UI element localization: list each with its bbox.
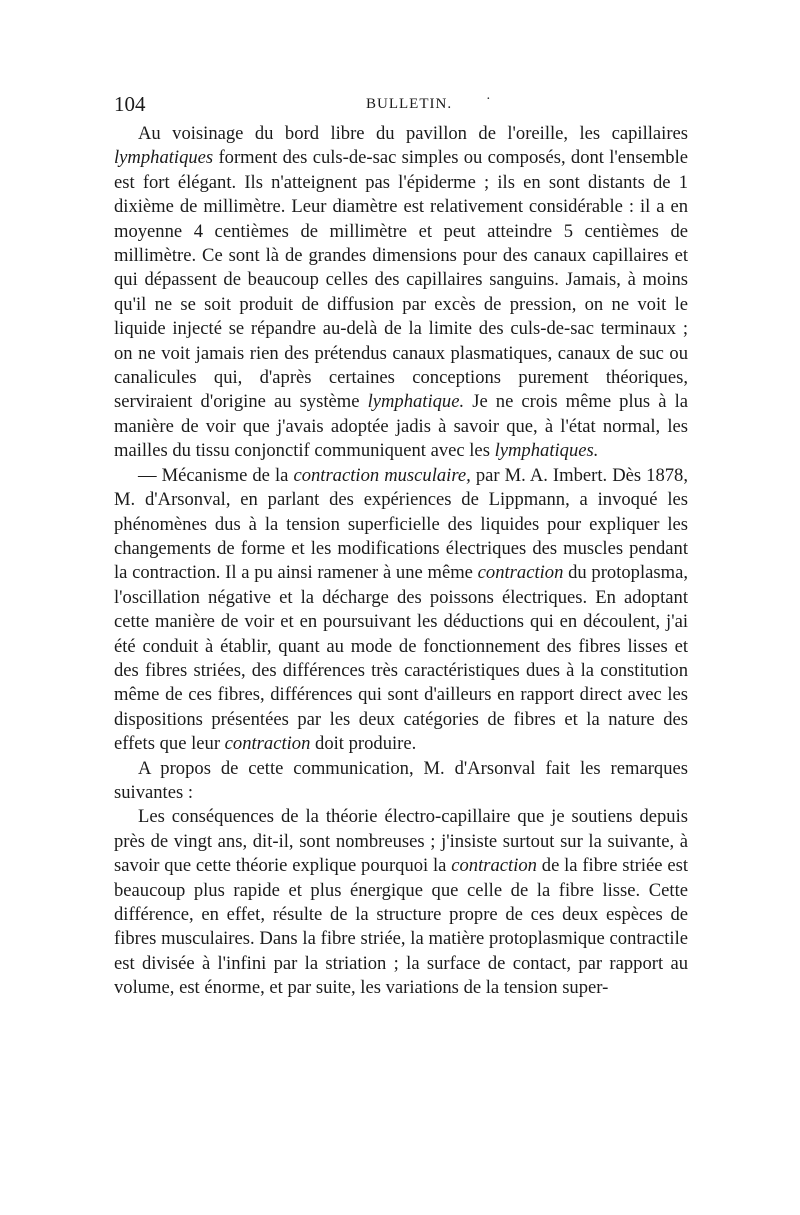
italic-term: lymphatique. <box>367 391 465 413</box>
paragraph-mecanisme <box>114 464 688 757</box>
italic-term: contraction <box>451 855 537 877</box>
italic-term: lymphatiques. <box>494 440 599 462</box>
paragraph-a-propos: A propos de cette communication, M. d'Arsonval fait les remarques suivantes : <box>114 757 688 803</box>
italic-term: contraction <box>224 733 311 755</box>
italic-term: lymphatiques <box>114 147 214 169</box>
body-text <box>114 122 688 1001</box>
text-run: Je ne crois même plus à la manière de voir que j'avais adoptée jadis à savoir que, à l'état normal, les mailles du tissu conjonctif communiquent avec les <box>114 391 688 462</box>
text-run: — Mécanisme de la <box>138 464 294 486</box>
text-run: du protoplasma, l'oscillation négative et la décharge des poissons électriques. En adoptant cette manière de voir et en poursuivant les déductions qui en découlent, j'ai été conduit à établir, quant au mode de fonctionnement des fibres lisses et des fibres striées, des différences très caractéristiques dues à la constitution même de ces fibres, différences qui sont d'ailleurs en rapport direct avec les dispositions présentées par les deux catégories de fibres et la nature des effets que leur <box>114 562 688 755</box>
text-run: Les conséquences de la théorie électro-capillaire que je soutiens depuis près de vingt ans, dit-il, sont nombreuses ; j'insiste surtout sur la suivante, à savoir que cette théorie explique pourquoi la <box>114 806 688 877</box>
page-header <box>114 92 688 122</box>
text-run: Au voisinage du bord libre du pavillon de l'oreille, les capillaires <box>138 123 688 144</box>
page <box>114 92 688 1001</box>
paragraph-consequences <box>114 805 688 1000</box>
text-run: de la fibre striée est beaucoup plus rapide et plus énergique que celle de la fibre lisse. Cette différence, en effet, résulte de la structure propre de ces deux espèces de fibres musculaires. Dans la fibre striée, la matière protoplasmique contractile est divisée à l'infini par la striation ; la surface de contact, par rapport au volume, est énorme, et par suite, les variations de la tension super- <box>114 855 688 999</box>
italic-term: contraction <box>477 562 564 584</box>
page-number: 104 <box>114 92 146 116</box>
header-mark: · <box>486 92 491 107</box>
paragraph-lymphatiques <box>114 122 688 464</box>
text-run: par M. A. Imbert. Dès 1878, M. d'Arsonval, en parlant des expériences de Lippmann, a invoqué les phénomènes dus à la tension superficielle des liquides pour expliquer les changements de forme et les modifications électriques des muscles pendant la contraction. Il a pu ainsi ramener à une même <box>114 464 688 584</box>
text-run: forment des culs-de-sac simples ou composés, dont l'ensemble est fort élégant. Ils n'atteignent pas l'épiderme ; ils en sont distants de 1 dixième de millimètre. Leur diamètre est relativement considérable : il a en moyenne 4 centièmes de millimètre et peut atteindre 5 centièmes de millimètre. Ce sont là de grandes dimensions pour des canaux capillaires et qui dépassent de beaucoup celles des capillaires sanguins. Jamais, à moins qu'il ne se soit produit de diffusion par excès de pression, on ne voit le liquide injecté se répandre au-delà de la limite des culs-de-sac terminaux ; on ne voit jamais rien des prétendus canaux plasmatiques, canaux de suc ou canalicules qui, d'après certaines conceptions purement théoriques, serviraient d'origine au système <box>114 147 688 413</box>
running-title: BULLETIN. <box>366 96 453 112</box>
italic-term: contraction musculaire, <box>293 464 471 486</box>
text-run: doit produire. <box>310 733 417 755</box>
